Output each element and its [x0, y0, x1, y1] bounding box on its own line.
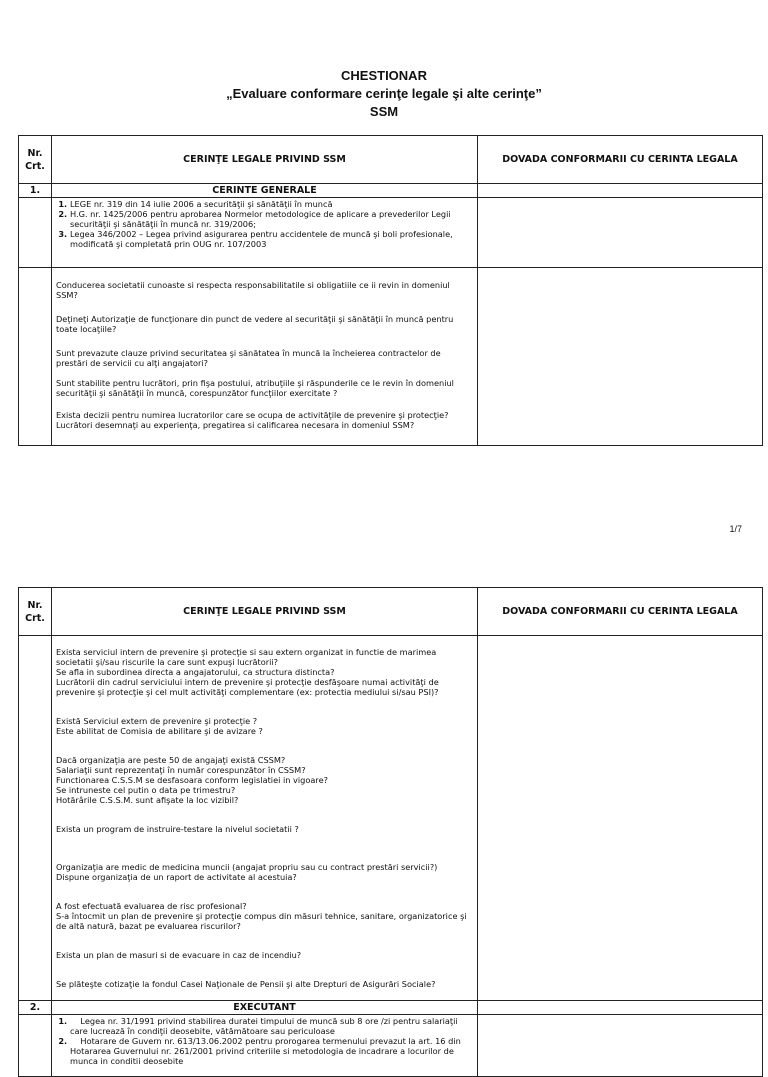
law-item: 2. H.G. nr. 1425/2006 pentru aprobarea Normelor metodologice de aplicare a prevederilor Legii securităţii şi sănătăţii în muncă nr. 319/2006;	[70, 209, 473, 229]
evidence-cell	[478, 636, 763, 1001]
title-line-1: CHESTIONAR	[341, 68, 427, 83]
page-number: 1/7	[729, 524, 742, 534]
law-item: 2. Hotarare de Guvern nr. 613/13.06.2002 pentru prorogarea termenului prevazut la art. 16 din Hotararea Guvernului nr. 261/2001 privind criteriile si metodologia de incadrare a locurilor de munca in conditii deosebite	[70, 1036, 473, 1066]
question: Exista un plan de masuri si de evacuare in caz de incendiu?	[56, 950, 302, 960]
document-title	[0, 67, 768, 121]
questionnaire-table-page-2	[18, 587, 763, 1077]
nr-cell	[19, 268, 52, 446]
header-nr: Nr. Crt.	[19, 136, 52, 184]
question: Conducerea societatii cunoaste si respecta responsabilitatile si obligatiile ce ii revin in domeniul SSM?	[56, 280, 450, 300]
nr-cell	[19, 198, 52, 268]
question: Sunt prevazute clauze privind securitatea şi sănătatea în muncă la încheierea contractelor de prestări de servicii cu alţi angajatori?	[56, 348, 441, 368]
header-evidence: DOVADA CONFORMARII CU CERINTA LEGALA	[478, 136, 763, 184]
questions-cell	[52, 268, 478, 446]
evidence-cell	[478, 198, 763, 268]
question: Exista decizii pentru numirea lucratorilor care se ocupa de activităţile de prevenire şi protecţie? Lucrători desemnaţi au experienţa, pregatirea si calificarea necesara in domeniul SSM?	[56, 410, 449, 430]
nr-cell	[19, 636, 52, 1001]
question: Organizaţia are medic de medicina muncii (angajat propriu sau cu contract prestări servicii?) Dispune organizaţia de un raport de activitate al acestuia?	[56, 862, 438, 882]
questionnaire-table-page-1	[18, 135, 763, 446]
header-evidence: DOVADA CONFORMARII CU CERINTA LEGALA	[478, 588, 763, 636]
evidence-cell	[478, 184, 763, 198]
question: Deţineţi Autorizaţie de funcţionare din punct de vedere al securităţii şi sănătăţii în muncă pentru toate locaţiile?	[56, 314, 454, 334]
header-requirements: CERINŢE LEGALE PRIVIND SSM	[52, 136, 478, 184]
question: Dacă organizaţia are peste 50 de angajaţi există CSSM? Salariaţii sunt reprezentaţi în număr corespunzător în CSSM? Functionarea C.S.S.M se desfasoara conform legislatiei in vigoare? Se intruneste cel putin o data pe trimestru? Hotărârile C.S.S.M. sunt afişate la loc vizibil?	[56, 755, 328, 805]
section-label: EXECUTANT	[52, 1001, 478, 1015]
evidence-cell	[478, 1001, 763, 1015]
law-list	[56, 199, 473, 249]
questions-cell	[52, 636, 478, 1001]
evidence-cell	[478, 268, 763, 446]
title-line-2: „Evaluare conformare cerinţe legale şi alte cerinţe”	[226, 86, 542, 101]
question: Există Serviciul extern de prevenire şi protecţie ? Este abilitat de Comisia de abilitare şi de avizare ?	[56, 716, 263, 736]
title-line-3: SSM	[369, 104, 399, 119]
question: Exista serviciul intern de prevenire şi protecţie si sau extern organizat in functie de marimea societatii şi/sau riscurile la care sunt expuşi lucrătorii? Se afla in subordinea directa a angajatorului, ca structura distincta? Lucrătorii din cadrul serviciului intern de prevenire şi protecţie desfăşoare numai activităţi de prevenire şi protecţie şi cel mult activităţi complementare (ex: protectia mediului si/sau PSI)?	[56, 647, 439, 697]
section-label: CERINTE GENERALE	[52, 184, 478, 198]
header-nr: Nr. Crt.	[19, 588, 52, 636]
question: Se plăteşte cotizaţie la fondul Casei Naţionale de Pensii şi alte Drepturi de Asigurări Sociale?	[56, 979, 436, 989]
law-list-cell	[52, 198, 478, 268]
section-number: 2.	[19, 1001, 52, 1015]
question: A fost efectuată evaluarea de risc profesional? S-a întocmit un plan de prevenire şi protecţie compus din măsuri tehnice, sanitare, organizatorice şi de altă natură, bazat pe evaluarea riscurilor?	[56, 901, 467, 931]
question: Sunt stabilite pentru lucrători, prin fişa postului, atribuţiile şi răspunderile ce le revin în domeniul securităţii şi sănătăţii în muncă, corespunzător funcţiilor exercitate ?	[56, 378, 454, 398]
question: Exista un program de instruire-testare la nivelul societatii ?	[56, 824, 299, 834]
header-requirements: CERINŢE LEGALE PRIVIND SSM	[52, 588, 478, 636]
law-item: 1. Legea nr. 31/1991 privind stabilirea duratei timpului de muncă sub 8 ore /zi pentru salariaţii care lucrează în condiţii deosebite, vătămătoare sau periculoase	[70, 1016, 473, 1036]
section-number: 1.	[19, 184, 52, 198]
law-item: 3. Legea 346/2002 – Legea privind asigurarea pentru accidentele de muncă şi boli profesionale, modificată şi completată prin OUG nr. 107/2003	[70, 229, 473, 249]
law-item: 1. LEGE nr. 319 din 14 iulie 2006 a securităţii şi sănătăţii în muncă	[70, 199, 473, 209]
